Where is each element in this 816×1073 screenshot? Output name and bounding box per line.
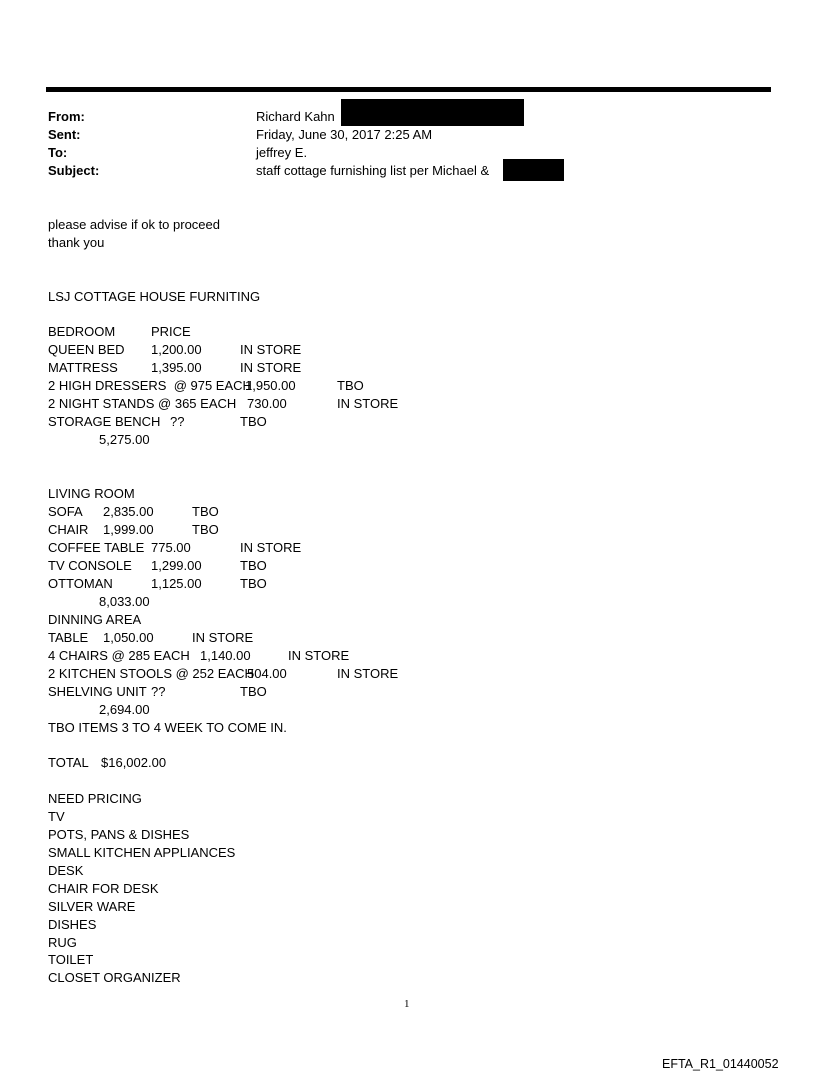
item-name: TV CONSOLE (48, 558, 132, 573)
bedroom-heading: BEDROOM (48, 324, 116, 339)
item-name: CHAIR (48, 522, 89, 537)
price-heading: PRICE (151, 324, 191, 339)
bedroom-subtotal: 5,275.00 (99, 432, 150, 447)
item-name: STORAGE BENCH (48, 414, 161, 429)
item-status: IN STORE (288, 648, 350, 663)
list-item: SILVER WARE (48, 899, 136, 914)
item-name: 2 HIGH DRESSERS @ 975 EACH (48, 378, 252, 393)
dining-heading: DINNING AREA (48, 612, 142, 627)
item-status: TBO (240, 414, 267, 429)
item-status: IN STORE (240, 360, 302, 375)
sent-label: Sent: (48, 127, 81, 142)
item-name: COFFEE TABLE (48, 540, 145, 555)
item-name: OTTOMAN (48, 576, 113, 591)
living-heading: LIVING ROOM (48, 486, 135, 501)
item-price: 1,140.00 (200, 648, 251, 663)
to-value: jeffrey E. (256, 145, 308, 160)
list-item: SMALL KITCHEN APPLIANCES (48, 845, 236, 860)
item-name: 4 CHAIRS @ 285 EACH (48, 648, 190, 663)
item-price: ?? (151, 684, 166, 699)
list-item: DISHES (48, 917, 97, 932)
item-status: IN STORE (337, 666, 399, 681)
list-item: TV (48, 809, 65, 824)
item-price: 1,125.00 (151, 576, 202, 591)
item-status: TBO (240, 558, 267, 573)
list-title: LSJ COTTAGE HOUSE FURNITING (48, 289, 261, 304)
page-number: 1 (404, 998, 410, 1010)
item-price: 504.00 (247, 666, 287, 681)
item-status: IN STORE (192, 630, 254, 645)
item-price: 1,200.00 (151, 342, 202, 357)
item-status: IN STORE (240, 342, 302, 357)
tbo-note: TBO ITEMS 3 TO 4 WEEK TO COME IN. (48, 720, 287, 735)
item-name: QUEEN BED (48, 342, 125, 357)
subject-label: Subject: (48, 163, 100, 178)
item-price: 775.00 (151, 540, 191, 555)
from-label: From: (48, 109, 85, 124)
item-name: TABLE (48, 630, 89, 645)
list-item: CHAIR FOR DESK (48, 881, 159, 896)
redaction-box (341, 99, 524, 126)
item-name: SHELVING UNIT (48, 684, 147, 699)
total-value: $16,002.00 (101, 755, 167, 770)
item-status: TBO (240, 684, 267, 699)
total-label: TOTAL (48, 755, 89, 770)
item-status: IN STORE (240, 540, 302, 555)
item-price: 730.00 (247, 396, 287, 411)
document-id: EFTA_R1_01440052 (662, 1057, 779, 1071)
item-price: 1,395.00 (151, 360, 202, 375)
redaction-box (503, 159, 564, 181)
list-item: CLOSET ORGANIZER (48, 970, 181, 985)
need-pricing-heading: NEED PRICING (48, 791, 142, 806)
dining-subtotal: 2,694.00 (99, 702, 150, 717)
intro-line: thank you (48, 235, 105, 250)
item-price: 1,950.00 (245, 378, 296, 393)
living-subtotal: 8,033.00 (99, 594, 150, 609)
item-price: 1,299.00 (151, 558, 202, 573)
item-status: TBO (337, 378, 364, 393)
intro-line: please advise if ok to proceed (48, 217, 220, 232)
item-status: TBO (240, 576, 267, 591)
item-price: 1,999.00 (103, 522, 154, 537)
list-item: TOILET (48, 952, 94, 967)
item-status: TBO (192, 504, 219, 519)
item-name: MATTRESS (48, 360, 118, 375)
to-label: To: (48, 145, 68, 160)
item-price: 1,050.00 (103, 630, 154, 645)
list-item: RUG (48, 935, 77, 950)
item-price: 2,835.00 (103, 504, 154, 519)
item-name: 2 KITCHEN STOOLS @ 252 EACH (48, 666, 254, 681)
list-item: POTS, PANS & DISHES (48, 827, 190, 842)
item-status: IN STORE (337, 396, 399, 411)
item-price: ?? (170, 414, 185, 429)
item-name: SOFA (48, 504, 83, 519)
subject-value: staff cottage furnishing list per Michael & (256, 163, 490, 178)
sent-value: Friday, June 30, 2017 2:25 AM (256, 127, 433, 142)
item-name: 2 NIGHT STANDS @ 365 EACH (48, 396, 237, 411)
from-value: Richard Kahn (256, 109, 335, 124)
header-rule (46, 87, 771, 92)
item-status: TBO (192, 522, 219, 537)
list-item: DESK (48, 863, 84, 878)
